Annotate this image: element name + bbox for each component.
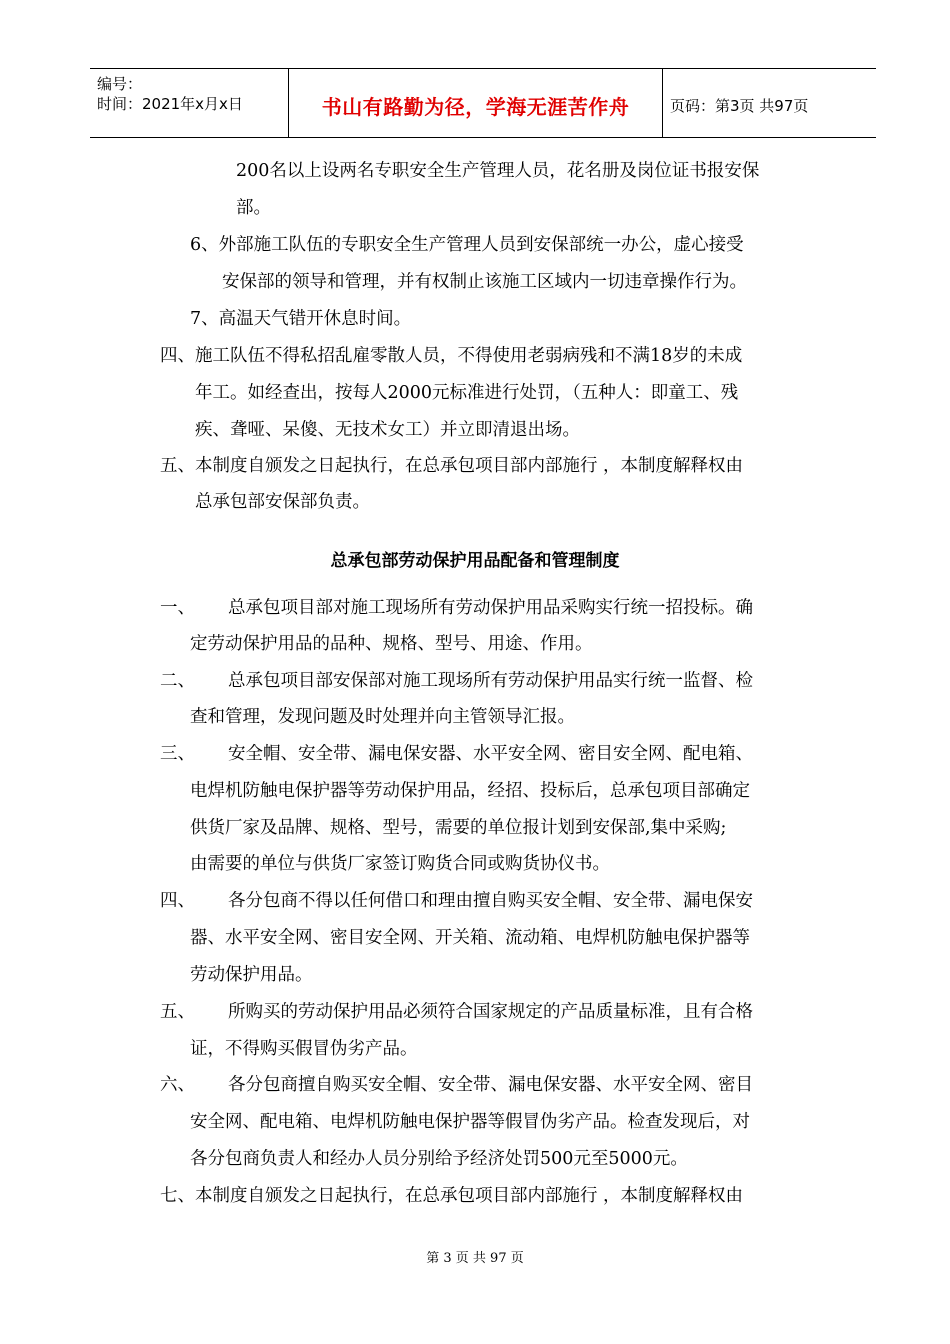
item-line: 总承包项目部安保部对施工现场所有劳动保护用品实行统一监督、检 xyxy=(228,671,753,691)
item-line: 各分包商负责人和经办人员分别给予经济处罚500元至5000元。 xyxy=(190,1149,688,1169)
item-line: 由需要的单位与供货厂家签订购货合同或购货协仪书。 xyxy=(190,854,610,874)
time-label: 时间：2021年x月x日 xyxy=(97,95,243,113)
item-number: 六、 xyxy=(160,1075,195,1095)
item-line: 查和管理，发现问题及时处理并向主管领导汇报。 xyxy=(190,707,575,727)
header-left-cell xyxy=(90,69,288,137)
item-number: 一、 xyxy=(160,598,195,618)
item-number: 三、 xyxy=(160,744,195,764)
item-number: 四、 xyxy=(160,891,195,911)
body-line: 部。 xyxy=(236,198,271,218)
item-line: 安全帽、安全带、漏电保安器、水平安全网、密目安全网、配电箱、 xyxy=(228,744,753,764)
body-line: 总承包部安保部负责。 xyxy=(195,492,370,512)
item-line: 所购买的劳动保护用品必须符合国家规定的产品质量标准，且有合格 xyxy=(228,1002,753,1022)
body-line: 五、本制度自颁发之日起执行，在总承包项目部内部施行 ，本制度解释权由 xyxy=(160,456,744,476)
item-number: 二、 xyxy=(160,671,195,691)
item-line: 证，不得购买假冒伪劣产品。 xyxy=(190,1039,418,1059)
body-line: 200名以上设两名专职安全生产管理人员，花名册及岗位证书报安保 xyxy=(236,161,760,181)
header-table xyxy=(90,68,876,138)
item-number: 五、 xyxy=(160,1002,195,1022)
body-line: 疾、聋哑、呆傻、无技术女工）并立即清退出场。 xyxy=(195,420,580,440)
body-line: 四、施工队伍不得私招乱雇零散人员，不得使用老弱病残和不满18岁的未成 xyxy=(160,346,743,366)
item-line: 各分包商擅自购买安全帽、安全带、漏电保安器、水平安全网、密目 xyxy=(228,1075,753,1095)
item-line: 电焊机防触电保护器等劳动保护用品，经招、投标后，总承包项目部确定 xyxy=(190,781,750,801)
body-line: 6、外部施工队伍的专职安全生产管理人员到安保部统一办公，虚心接受 xyxy=(190,235,744,255)
item-line: 各分包商不得以任何借口和理由擅自购买安全帽、安全带、漏电保安 xyxy=(228,891,753,911)
section-title: 总承包部劳动保护用品配备和管理制度 xyxy=(330,551,620,571)
body-line: 7、高温天气错开休息时间。 xyxy=(190,309,412,329)
item-line: 供货厂家及品牌、规格、型号，需要的单位报计划到安保部,集中采购; xyxy=(190,818,727,838)
item-line: 七、本制度自颁发之日起执行，在总承包项目部内部施行 ，本制度解释权由 xyxy=(160,1186,744,1206)
item-line: 器、水平安全网、密目安全网、开关箱、流动箱、电焊机防触电保护器等 xyxy=(190,928,750,948)
item-line: 安全网、配电箱、电焊机防触电保护器等假冒伪劣产品。检查发现后，对 xyxy=(190,1112,750,1132)
item-line: 劳动保护用品。 xyxy=(190,965,313,985)
page-footer: 第 3 页 共 97 页 xyxy=(426,1251,524,1266)
item-line: 定劳动保护用品的品种、规格、型号、用途、作用。 xyxy=(190,634,593,654)
serial-label: 编号： xyxy=(97,75,143,93)
header-page-cell xyxy=(662,69,876,137)
page-label: 页码：第3页 共97页 xyxy=(670,97,809,115)
header-motto-cell xyxy=(288,69,663,137)
body-line: 安保部的领导和管理，并有权制止该施工区域内一切违章操作行为。 xyxy=(222,272,747,292)
motto: 书山有路勤为径，学海无涯苦作舟 xyxy=(321,95,630,119)
body-line: 年工。如经查出，按每人2000元标准进行处罚，（五种人：即童工、残 xyxy=(195,383,739,403)
item-line: 总承包项目部对施工现场所有劳动保护用品采购实行统一招投标。确 xyxy=(228,598,753,618)
